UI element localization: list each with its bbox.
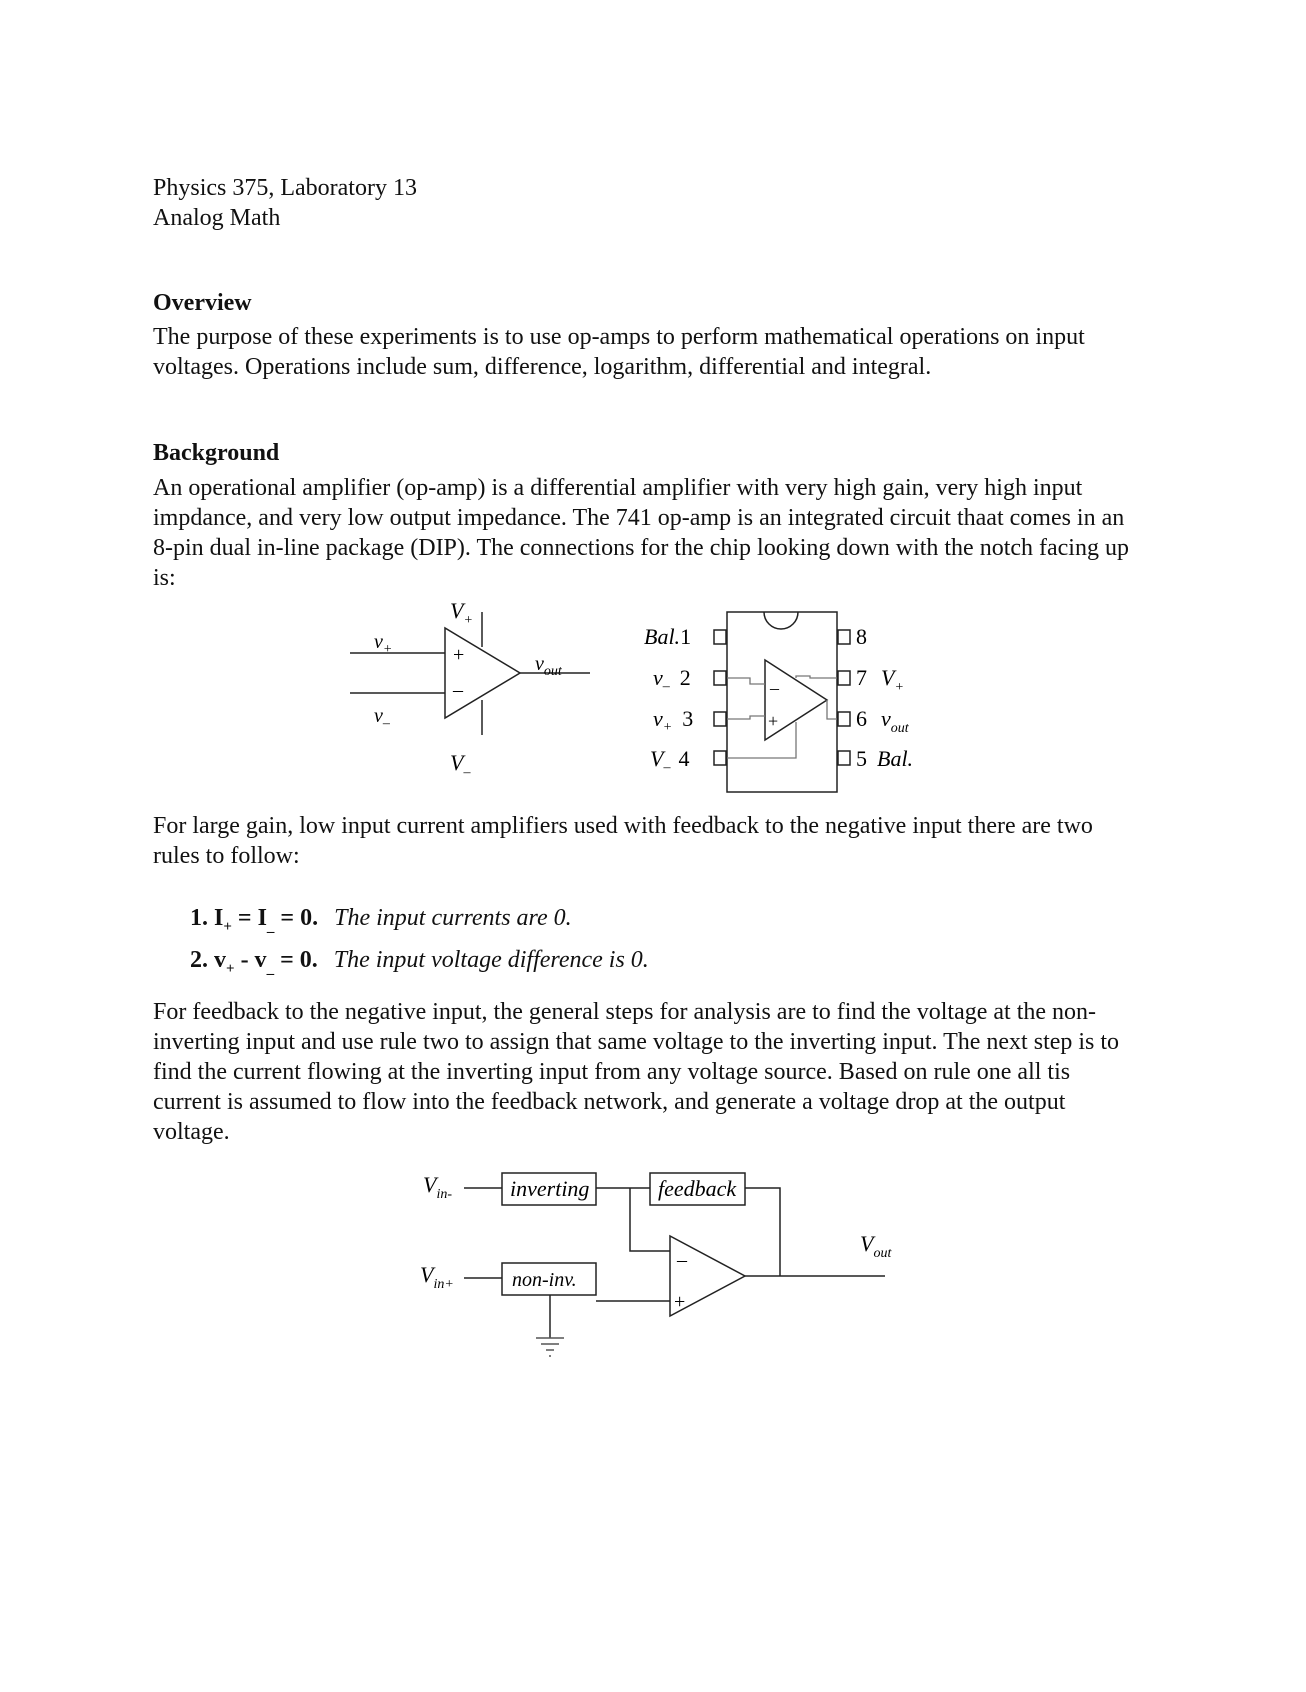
vin-plus-label: $V_{in+}$ xyxy=(420,1262,454,1292)
feedback-return-wire xyxy=(745,1188,780,1276)
dip-right-label-6: 6 $v_{out}$ xyxy=(856,706,909,736)
dip-pin-2 xyxy=(714,671,726,685)
rule-2-equation: 2. $v_+ - v_{\_} = 0$. xyxy=(190,946,318,977)
dip-plus-sign: + xyxy=(768,711,779,731)
dip-package xyxy=(714,612,850,792)
course-line: Physics 375, Laboratory 13 xyxy=(153,175,417,201)
dip-notch xyxy=(764,612,798,629)
opamp-pinout-figure xyxy=(350,600,970,800)
rule-1-description: The input currents are 0. xyxy=(334,905,572,931)
feedback-block-diagram xyxy=(420,1168,920,1373)
dip-left-label-2: $v_-$ 2 xyxy=(653,665,691,694)
opamp-vplus-supply-label: $V_+$ xyxy=(450,600,473,628)
document-title: Analog Math xyxy=(153,205,281,231)
dip-pin-1 xyxy=(714,630,726,644)
opamp-in-plus-label: $v_+$ xyxy=(374,631,393,657)
block-plus-sign: + xyxy=(674,1291,686,1313)
rule-1 xyxy=(190,902,649,944)
dip-pin-7 xyxy=(838,671,850,685)
dip-pin-8 xyxy=(838,630,850,644)
block-minus-sign: – xyxy=(677,1249,687,1271)
vin-minus-label: $V_{in-}$ xyxy=(423,1172,453,1202)
dip-pin-3 xyxy=(714,712,726,726)
dip-pin-4 xyxy=(714,751,726,765)
opamp-vminus-supply-label: $V_-$ xyxy=(450,750,471,780)
inverting-label: inverting xyxy=(510,1176,590,1201)
dip-body xyxy=(727,612,837,792)
dip-pin-5 xyxy=(838,751,850,765)
feedback-label: feedback xyxy=(658,1176,737,1201)
opamp-vout-label: $v_{out}$ xyxy=(535,653,562,679)
background-heading: Background xyxy=(153,440,280,466)
rule-2-description: The input voltage difference is 0. xyxy=(333,946,649,973)
background-text: An operational amplifier (op-amp) is a differential amplifier with very high gain, very high input impdance, and very low output impedance. The 741 op-amp is an integrated circuit thaat comes in an 8-pin dual in-line package (DIP). The connections for the chip looking down with the notch facing up is: xyxy=(153,475,1129,591)
rule-2 xyxy=(190,944,649,986)
dip-left-label-4: $V_-$ 4 xyxy=(650,746,690,775)
dip-left-label-1: Bal.1 xyxy=(644,624,692,649)
dip-left-label-3: $v_+$ 3 xyxy=(653,706,694,735)
vout-label: $V_{out}$ xyxy=(860,1231,892,1261)
dip-minus-sign: – xyxy=(770,678,779,698)
dip-pin-6 xyxy=(838,712,850,726)
ground-icon xyxy=(536,1338,564,1356)
rules-intro: For large gain, low input current amplifiers used with feedback to the negative input there are two rules to follow: xyxy=(153,813,1093,869)
dip-right-label-5: 5 Bal. xyxy=(856,746,914,771)
overview-text: The purpose of these experiments is to use op-amps to perform mathematical operations on input voltages. Operations include sum, difference, logarithm, differential and integral. xyxy=(153,324,1085,380)
rule-1-equation: 1. $I_+ = I_{\_} = 0$. xyxy=(190,905,319,935)
dip-right-label-7: 7 $V_+$ xyxy=(856,665,904,695)
dip-internal-wiring xyxy=(727,676,837,758)
analysis-text: For feedback to the negative input, the general steps for analysis are to find the voltage at the non-inverting input and use rule two to assign that same voltage to the inverting input. The next step is to find the current flowing at the inverting input from any voltage source. Based on rule one all tis current is assumed to flow into the feedback network, and generate a voltage drop at the output voltage. xyxy=(153,999,1120,1145)
rules-list xyxy=(190,902,649,986)
opamp-minus-sign: – xyxy=(453,679,463,701)
opamp-plus-sign: + xyxy=(453,644,465,666)
opamp-in-minus-label: $v_-$ xyxy=(374,705,390,731)
dip-right-label-8: 8 xyxy=(856,624,867,649)
non-inv-label: non-inv. xyxy=(512,1269,577,1291)
overview-heading: Overview xyxy=(153,290,252,316)
